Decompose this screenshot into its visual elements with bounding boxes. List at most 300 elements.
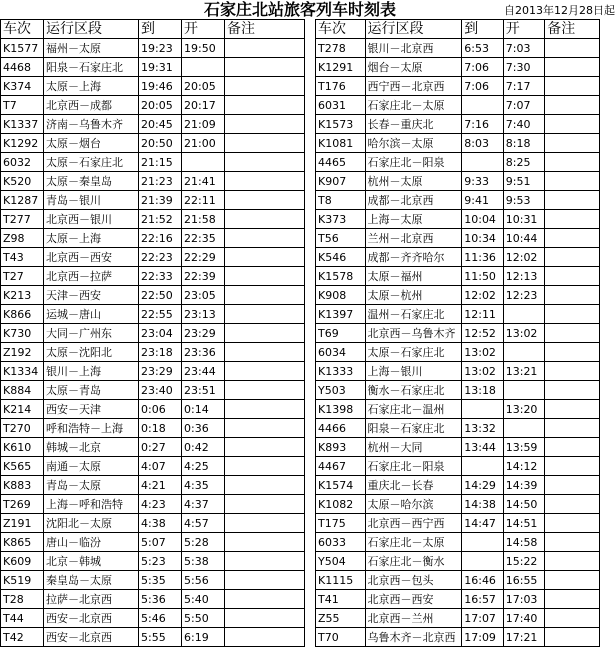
table-row (316, 191, 600, 210)
arrive-cell: 7:06 (462, 58, 504, 77)
depart-cell: 14:12 (503, 457, 545, 476)
route-cell: 北京西－西安 (365, 590, 462, 609)
route-cell: 阳泉－石家庄北 (44, 58, 139, 77)
depart-cell: 8:18 (503, 134, 545, 153)
remarks-cell (545, 115, 600, 134)
train-no-cell: K884 (1, 381, 44, 400)
remarks-cell (225, 476, 305, 495)
header-remarks: 备注 (545, 20, 600, 39)
train-no-cell: K730 (1, 324, 44, 343)
depart-cell: 23:44 (182, 362, 225, 381)
route-cell: 太原－秦皇岛 (44, 172, 139, 191)
route-cell: 韩城－北京 (44, 438, 139, 457)
train-no-cell: K1081 (316, 134, 366, 153)
depart-cell (503, 305, 545, 324)
table-row (1, 172, 305, 191)
train-no-cell: T28 (1, 590, 44, 609)
header-train-no: 车次 (316, 20, 366, 39)
train-no-cell: K1082 (316, 495, 366, 514)
depart-cell: 5:50 (182, 609, 225, 628)
depart-cell: 16:55 (503, 571, 545, 590)
route-cell: 北京－韩城 (44, 552, 139, 571)
depart-cell: 12:13 (503, 267, 545, 286)
route-cell: 银川－上海 (44, 362, 139, 381)
train-no-cell: Z192 (1, 343, 44, 362)
table-row (316, 628, 600, 647)
header-route: 运行区段 (365, 20, 462, 39)
route-cell: 北京西－西安 (44, 248, 139, 267)
depart-cell: 19:50 (182, 39, 225, 58)
table-row (316, 552, 600, 571)
arrive-cell: 22:23 (139, 248, 182, 267)
arrive-cell: 21:15 (139, 153, 182, 172)
header-depart: 开 (182, 20, 225, 39)
remarks-cell (545, 153, 600, 172)
remarks-cell (225, 381, 305, 400)
table-row (1, 229, 305, 248)
route-cell: 拉萨－北京西 (44, 590, 139, 609)
remarks-cell (545, 419, 600, 438)
route-cell: 北京西－拉萨 (44, 267, 139, 286)
timetable-left (0, 19, 305, 647)
depart-cell: 5:56 (182, 571, 225, 590)
table-row (1, 324, 305, 343)
arrive-cell: 13:44 (462, 438, 504, 457)
train-no-cell: K1334 (1, 362, 44, 381)
remarks-cell (225, 495, 305, 514)
route-cell: 成都－北京西 (365, 191, 462, 210)
train-no-cell: 4468 (1, 58, 44, 77)
remarks-cell (225, 457, 305, 476)
depart-cell: 4:37 (182, 495, 225, 514)
train-no-cell: T69 (316, 324, 366, 343)
depart-cell: 17:21 (503, 628, 545, 647)
route-cell: 北京西－成都 (44, 96, 139, 115)
remarks-cell (225, 191, 305, 210)
depart-cell: 14:50 (503, 495, 545, 514)
route-cell: 衡水－石家庄北 (365, 381, 462, 400)
arrive-cell: 5:36 (139, 590, 182, 609)
remarks-cell (225, 39, 305, 58)
depart-cell: 7:07 (503, 96, 545, 115)
table-row (316, 362, 600, 381)
remarks-cell (225, 419, 305, 438)
train-no-cell: Z191 (1, 514, 44, 533)
arrive-cell: 22:16 (139, 229, 182, 248)
remarks-cell (545, 134, 600, 153)
route-cell: 哈尔滨－太原 (365, 134, 462, 153)
arrive-cell: 7:16 (462, 115, 504, 134)
route-cell: 太原－烟台 (44, 134, 139, 153)
table-row (316, 438, 600, 457)
arrive-cell: 9:33 (462, 172, 504, 191)
route-cell: 石家庄北－阳泉 (365, 457, 462, 476)
remarks-cell (225, 229, 305, 248)
table-row (1, 343, 305, 362)
depart-cell: 13:20 (503, 400, 545, 419)
remarks-cell (545, 514, 600, 533)
arrive-cell (462, 552, 504, 571)
remarks-cell (225, 343, 305, 362)
depart-cell (503, 419, 545, 438)
table-row (1, 533, 305, 552)
remarks-cell (545, 343, 600, 362)
route-cell: 太原－哈尔滨 (365, 495, 462, 514)
table-row (316, 609, 600, 628)
table-row (316, 96, 600, 115)
depart-cell (503, 343, 545, 362)
arrive-cell: 19:31 (139, 58, 182, 77)
train-no-cell: T8 (316, 191, 366, 210)
train-no-cell: 6032 (1, 153, 44, 172)
route-cell: 太原－上海 (44, 77, 139, 96)
remarks-cell (545, 210, 600, 229)
table-row (316, 457, 600, 476)
arrive-cell: 10:04 (462, 210, 504, 229)
route-cell: 北京西－乌鲁木齐 (365, 324, 462, 343)
table-row (316, 400, 600, 419)
arrive-cell: 21:52 (139, 210, 182, 229)
remarks-cell (545, 191, 600, 210)
depart-cell: 22:39 (182, 267, 225, 286)
header-train-no: 车次 (1, 20, 44, 39)
depart-cell: 21:09 (182, 115, 225, 134)
depart-cell: 14:39 (503, 476, 545, 495)
arrive-cell: 14:38 (462, 495, 504, 514)
remarks-cell (225, 533, 305, 552)
train-no-cell: 4465 (316, 153, 366, 172)
train-no-cell: K907 (316, 172, 366, 191)
depart-cell: 9:53 (503, 191, 545, 210)
table-row (316, 590, 600, 609)
depart-cell: 9:51 (503, 172, 545, 191)
table-row (316, 39, 600, 58)
table-row (316, 58, 600, 77)
table-row (316, 571, 600, 590)
remarks-cell (225, 305, 305, 324)
route-cell: 石家庄北－衡水 (365, 552, 462, 571)
header-row (316, 20, 600, 39)
route-cell: 天津－西安 (44, 286, 139, 305)
train-no-cell: K546 (316, 248, 366, 267)
remarks-cell (225, 134, 305, 153)
train-no-cell: K866 (1, 305, 44, 324)
arrive-cell: 19:23 (139, 39, 182, 58)
table-row (1, 305, 305, 324)
table-row (316, 153, 600, 172)
route-cell: 阳泉－石家庄北 (365, 419, 462, 438)
train-no-cell: Z98 (1, 229, 44, 248)
remarks-cell (225, 267, 305, 286)
depart-cell: 23:05 (182, 286, 225, 305)
train-no-cell: T56 (316, 229, 366, 248)
train-no-cell: K1337 (1, 115, 44, 134)
table-row (316, 286, 600, 305)
table-row (1, 590, 305, 609)
train-no-cell: K1333 (316, 362, 366, 381)
route-cell: 石家庄北－温州 (365, 400, 462, 419)
arrive-cell: 11:36 (462, 248, 504, 267)
train-no-cell: K213 (1, 286, 44, 305)
remarks-cell (225, 77, 305, 96)
remarks-cell (225, 400, 305, 419)
remarks-cell (545, 96, 600, 115)
table-row (316, 476, 600, 495)
route-cell: 运城－唐山 (44, 305, 139, 324)
table-row (316, 267, 600, 286)
route-cell: 石家庄北－太原 (365, 96, 462, 115)
arrive-cell: 20:45 (139, 115, 182, 134)
depart-cell: 22:11 (182, 191, 225, 210)
remarks-cell (545, 476, 600, 495)
header-row (1, 20, 305, 39)
route-cell: 西安－北京西 (44, 609, 139, 628)
train-no-cell: K1292 (1, 134, 44, 153)
train-no-cell: K520 (1, 172, 44, 191)
remarks-cell (225, 552, 305, 571)
route-cell: 银川－北京西 (365, 39, 462, 58)
table-row (316, 514, 600, 533)
depart-cell: 21:00 (182, 134, 225, 153)
depart-cell: 10:44 (503, 229, 545, 248)
route-cell: 石家庄北－太原 (365, 533, 462, 552)
arrive-cell (462, 400, 504, 419)
table-row (316, 115, 600, 134)
train-no-cell: T277 (1, 210, 44, 229)
table-row (316, 134, 600, 153)
train-no-cell: T41 (316, 590, 366, 609)
depart-cell: 4:35 (182, 476, 225, 495)
arrive-cell: 21:39 (139, 191, 182, 210)
remarks-cell (545, 362, 600, 381)
timetable-right (315, 19, 600, 647)
arrive-cell: 5:55 (139, 628, 182, 647)
remarks-cell (225, 438, 305, 457)
train-no-cell: Y503 (316, 381, 366, 400)
depart-cell: 20:05 (182, 77, 225, 96)
depart-cell: 7:03 (503, 39, 545, 58)
depart-cell: 13:21 (503, 362, 545, 381)
arrive-cell: 23:40 (139, 381, 182, 400)
table-row (316, 305, 600, 324)
table-row (1, 286, 305, 305)
depart-cell: 0:42 (182, 438, 225, 457)
train-no-cell: 6034 (316, 343, 366, 362)
arrive-cell: 14:29 (462, 476, 504, 495)
train-no-cell: T175 (316, 514, 366, 533)
depart-cell: 7:40 (503, 115, 545, 134)
depart-cell: 8:25 (503, 153, 545, 172)
train-no-cell: K214 (1, 400, 44, 419)
table-row (316, 172, 600, 191)
train-no-cell: K1578 (316, 267, 366, 286)
remarks-cell (225, 609, 305, 628)
train-no-cell: T42 (1, 628, 44, 647)
table-row (1, 39, 305, 58)
depart-cell: 23:29 (182, 324, 225, 343)
route-cell: 沈阳北－太原 (44, 514, 139, 533)
depart-cell: 20:17 (182, 96, 225, 115)
train-no-cell: K1577 (1, 39, 44, 58)
table-row (1, 191, 305, 210)
table-row (1, 552, 305, 571)
train-no-cell: T44 (1, 609, 44, 628)
header-remarks: 备注 (225, 20, 305, 39)
arrive-cell: 5:35 (139, 571, 182, 590)
train-no-cell: K893 (316, 438, 366, 457)
depart-cell: 5:38 (182, 552, 225, 571)
route-cell: 长春－重庆北 (365, 115, 462, 134)
route-cell: 太原－青岛 (44, 381, 139, 400)
route-cell: 青岛－太原 (44, 476, 139, 495)
table-row (1, 495, 305, 514)
depart-cell: 22:35 (182, 229, 225, 248)
remarks-cell (225, 248, 305, 267)
remarks-cell (545, 590, 600, 609)
route-cell: 太原－石家庄北 (44, 153, 139, 172)
train-no-cell: K883 (1, 476, 44, 495)
table-row (316, 248, 600, 267)
arrive-cell: 5:23 (139, 552, 182, 571)
table-row (1, 77, 305, 96)
route-cell: 西宁西－北京西 (365, 77, 462, 96)
train-no-cell: 4466 (316, 419, 366, 438)
train-no-cell: T270 (1, 419, 44, 438)
arrive-cell: 12:52 (462, 324, 504, 343)
arrive-cell: 23:18 (139, 343, 182, 362)
arrive-cell: 20:50 (139, 134, 182, 153)
remarks-cell (225, 324, 305, 343)
header-route: 运行区段 (44, 20, 139, 39)
train-no-cell: 6031 (316, 96, 366, 115)
train-no-cell: K565 (1, 457, 44, 476)
train-no-cell: 6033 (316, 533, 366, 552)
arrive-cell: 14:47 (462, 514, 504, 533)
table-row (1, 438, 305, 457)
remarks-cell (545, 305, 600, 324)
header-depart: 开 (503, 20, 545, 39)
arrive-cell: 4:23 (139, 495, 182, 514)
depart-cell: 13:59 (503, 438, 545, 457)
arrive-cell: 10:34 (462, 229, 504, 248)
depart-cell: 21:58 (182, 210, 225, 229)
table-row (1, 267, 305, 286)
depart-cell: 5:40 (182, 590, 225, 609)
remarks-cell (225, 590, 305, 609)
remarks-cell (545, 628, 600, 647)
table-row (1, 381, 305, 400)
remarks-cell (545, 324, 600, 343)
train-no-cell: K609 (1, 552, 44, 571)
train-no-cell: K1397 (316, 305, 366, 324)
depart-cell: 7:17 (503, 77, 545, 96)
depart-cell: 10:31 (503, 210, 545, 229)
remarks-cell (545, 77, 600, 96)
table-row (1, 210, 305, 229)
route-cell: 上海－呼和浩特 (44, 495, 139, 514)
remarks-cell (225, 210, 305, 229)
table-row (1, 628, 305, 647)
train-no-cell: K1573 (316, 115, 366, 134)
table-row (1, 115, 305, 134)
depart-cell: 0:14 (182, 400, 225, 419)
route-cell: 烟台－太原 (365, 58, 462, 77)
train-no-cell: K1574 (316, 476, 366, 495)
arrive-cell: 16:57 (462, 590, 504, 609)
route-cell: 上海－银川 (365, 362, 462, 381)
remarks-cell (225, 628, 305, 647)
depart-cell: 23:13 (182, 305, 225, 324)
remarks-cell (545, 58, 600, 77)
depart-cell: 4:57 (182, 514, 225, 533)
route-cell: 北京西－包头 (365, 571, 462, 590)
route-cell: 青岛－银川 (44, 191, 139, 210)
route-cell: 西安－天津 (44, 400, 139, 419)
depart-cell: 5:28 (182, 533, 225, 552)
route-cell: 上海－太原 (365, 210, 462, 229)
table-row (1, 362, 305, 381)
depart-cell: 15:22 (503, 552, 545, 571)
table-row (1, 153, 305, 172)
train-no-cell: K373 (316, 210, 366, 229)
arrive-cell: 7:06 (462, 77, 504, 96)
table-row (1, 514, 305, 533)
arrive-cell: 22:55 (139, 305, 182, 324)
remarks-cell (545, 609, 600, 628)
depart-cell: 12:23 (503, 286, 545, 305)
depart-cell: 17:40 (503, 609, 545, 628)
train-no-cell: K1287 (1, 191, 44, 210)
route-cell: 杭州－太原 (365, 172, 462, 191)
remarks-cell (225, 153, 305, 172)
train-no-cell: K1291 (316, 58, 366, 77)
arrive-cell: 13:18 (462, 381, 504, 400)
arrive-cell: 13:02 (462, 362, 504, 381)
route-cell: 南通－太原 (44, 457, 139, 476)
route-cell: 唐山－临汾 (44, 533, 139, 552)
arrive-cell: 0:27 (139, 438, 182, 457)
remarks-cell (545, 267, 600, 286)
route-cell: 北京西－银川 (44, 210, 139, 229)
route-cell: 兰州－北京西 (365, 229, 462, 248)
remarks-cell (545, 438, 600, 457)
arrive-cell: 5:07 (139, 533, 182, 552)
table-row (316, 77, 600, 96)
table-row (1, 609, 305, 628)
remarks-cell (545, 172, 600, 191)
arrive-cell: 22:33 (139, 267, 182, 286)
header-arrive: 到 (462, 20, 504, 39)
remarks-cell (225, 115, 305, 134)
arrive-cell: 4:07 (139, 457, 182, 476)
route-cell: 太原－杭州 (365, 286, 462, 305)
depart-cell (182, 58, 225, 77)
table-row (1, 419, 305, 438)
remarks-cell (545, 286, 600, 305)
table-row (316, 210, 600, 229)
remarks-cell (225, 286, 305, 305)
remarks-cell (545, 229, 600, 248)
depart-cell: 23:51 (182, 381, 225, 400)
depart-cell: 14:58 (503, 533, 545, 552)
depart-cell: 4:25 (182, 457, 225, 476)
arrive-cell: 20:05 (139, 96, 182, 115)
remarks-cell (545, 381, 600, 400)
arrive-cell: 13:32 (462, 419, 504, 438)
table-row (1, 457, 305, 476)
depart-cell: 12:02 (503, 248, 545, 267)
table-row (316, 229, 600, 248)
